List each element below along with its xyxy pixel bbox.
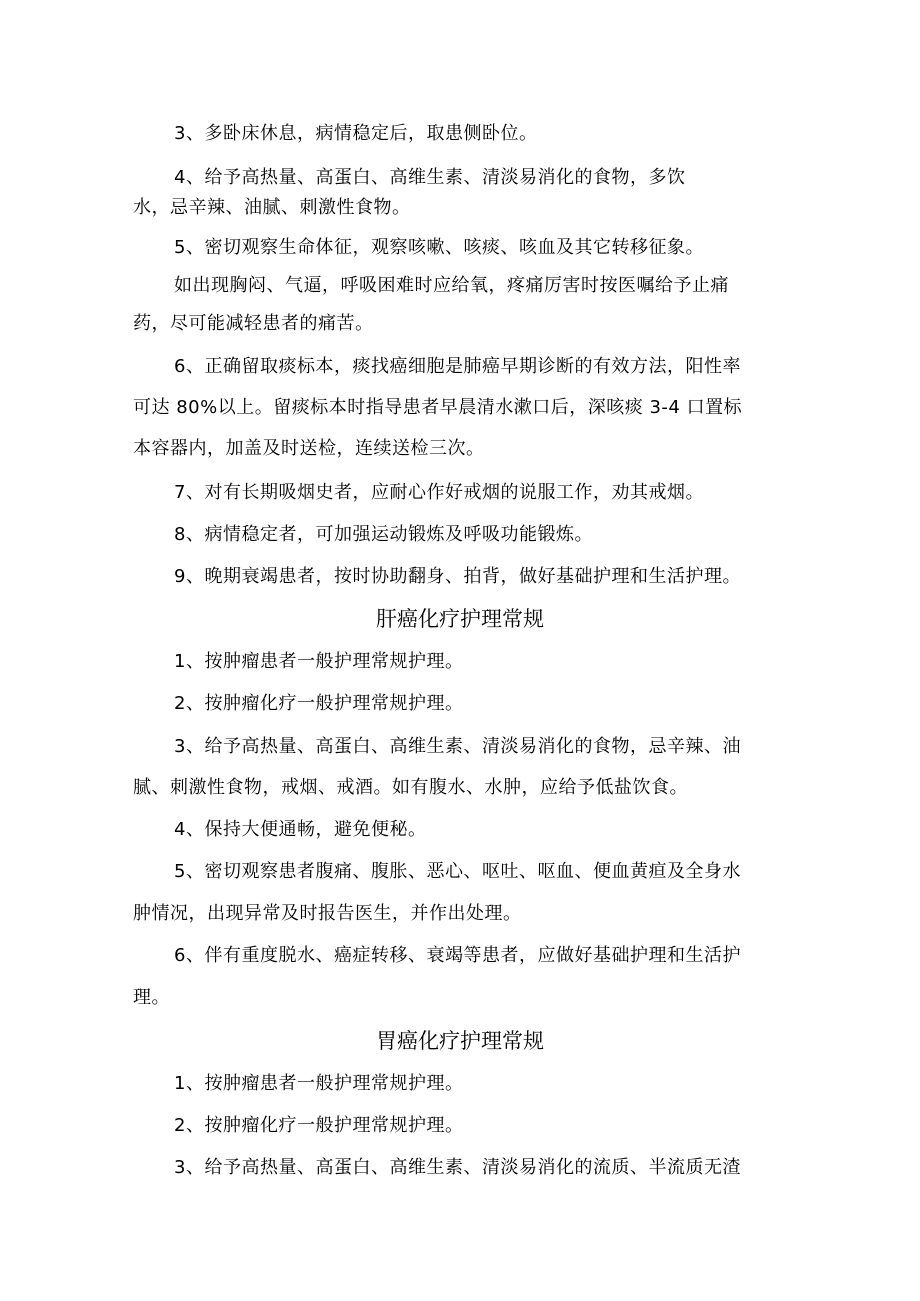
paragraph-line: 3、给予高热量、高蛋白、高维生素、清淡易消化的食物，忌辛辣、油 xyxy=(174,736,741,757)
paragraph-line: 4、保持大便通畅，避免便秘。 xyxy=(174,819,427,840)
paragraph-line: 5、密切观察患者腹痛、腹胀、恶心、呕吐、呕血、便血黄疸及全身水 xyxy=(174,861,741,882)
paragraph-line: 9、晚期衰竭患者，按时协助翻身、拍背，做好基础护理和生活护理。 xyxy=(174,566,741,587)
paragraph-line: 可达 80%以上。留痰标本时指导患者早晨清水漱口后，深咳痰 3-4 口置标 xyxy=(133,397,743,418)
paragraph-line: 3、给予高热量、高蛋白、高维生素、清淡易消化的流质、半流质无渣 xyxy=(174,1157,741,1178)
paragraph-line: 理。 xyxy=(133,987,170,1008)
paragraph-line: 肿情况，出现异常及时报告医生，并作出处理。 xyxy=(133,903,522,924)
paragraph-line: 7、对有长期吸烟史者，应耐心作好戒烟的说服工作，劝其戒烟。 xyxy=(174,482,704,503)
section-title: 胃癌化疗护理常规 xyxy=(376,1029,544,1053)
paragraph-line: 5、密切观察生命体征，观察咳嗽、咳痰、咳血及其它转移征象。 xyxy=(174,237,704,258)
paragraph-line: 2、按肿瘤化疗一般护理常规护理。 xyxy=(174,693,464,714)
paragraph-line: 6、伴有重度脱水、癌症转移、衰竭等患者，应做好基础护理和生活护 xyxy=(174,945,741,966)
paragraph-line: 3、多卧床休息，病情稳定后，取患侧卧位。 xyxy=(174,123,538,144)
paragraph-line: 2、按肿瘤化疗一般护理常规护理。 xyxy=(174,1115,464,1136)
paragraph-line: 1、按肿瘤患者一般护理常规护理。 xyxy=(174,651,464,672)
paragraph-line: 药，尽可能减轻患者的痛苦。 xyxy=(133,313,374,334)
paragraph-line: 如出现胸闷、气逼，呼吸困难时应给氧，疼痛厉害时按医嘱给予止痛 xyxy=(174,275,729,296)
section-title: 肝癌化疗护理常规 xyxy=(376,607,544,631)
paragraph-line: 水，忌辛辣、油腻、刺激性食物。 xyxy=(133,197,411,218)
paragraph-line: 8、病情稳定者，可加强运动锻炼及呼吸功能锻炼。 xyxy=(174,524,593,545)
paragraph-line: 本容器内，加盖及时送检，连续送检三次。 xyxy=(133,438,485,459)
paragraph-line: 6、正确留取痰标本，痰找癌细胞是肺癌早期诊断的有效方法，阳性率 xyxy=(174,356,741,377)
paragraph-line: 腻、刺激性食物，戒烟、戒酒。如有腹水、水肿，应给予低盐饮食。 xyxy=(133,777,688,798)
paragraph-line: 1、按肿瘤患者一般护理常规护理。 xyxy=(174,1073,464,1094)
paragraph-line: 4、给予高热量、高蛋白、高维生素、清淡易消化的食物，多饮 xyxy=(174,167,686,188)
